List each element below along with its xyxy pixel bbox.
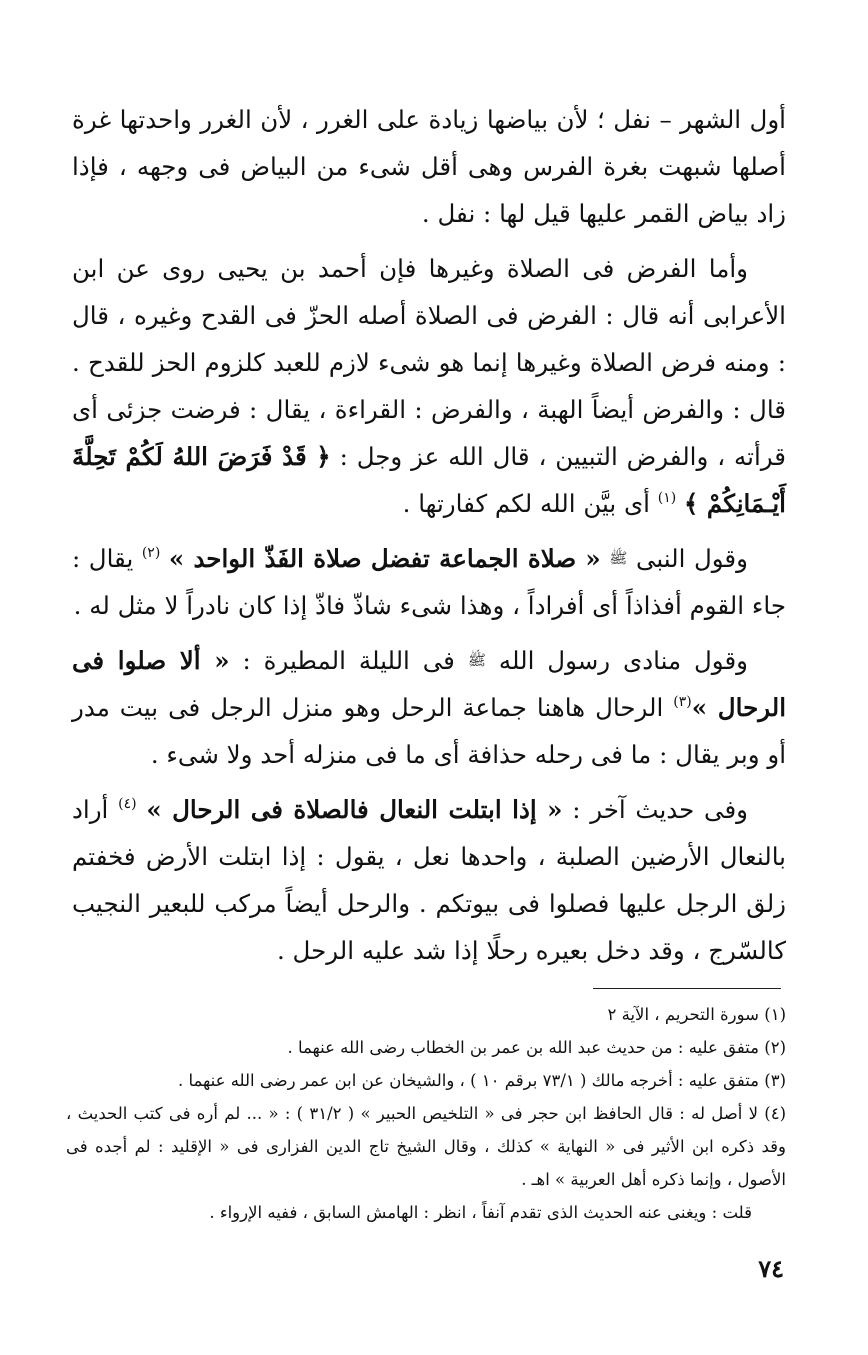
footnote-3: (٣) متفق عليه : أخرجه مالك ( ٧٣/١ برقم ١٠ ) ، والشيخان عن ابن عمر رضى الله عنهما . [177,1071,786,1090]
paragraph-3-end: يقال : جاء القوم أفذاذاً أى أفراداً ، وهذا شىء شاذّ فاذّ إذا كان نادراً لا مثل له . [72,544,786,620]
footnote-ref-2: (٢) [141,545,161,561]
paragraph-5 [72,786,786,974]
main-text [72,96,786,982]
paragraph-2 [72,245,786,527]
salutation-glyph: ﷺ [609,549,628,567]
quran-verse: ﴿ قَدْ فَرَضَ اللهُ لَكُمْ تَحِلَّةَ أَيْـمَانِكُمْ ﴾ [72,442,786,518]
paragraph-3-text: وقول النبى [635,544,748,573]
paragraph-4 [72,637,786,778]
hadith-quote-3: « إذا ابتلت النعال فالصلاة فى الرحال » [146,795,563,824]
footnote-ref-3: (٣) [673,694,692,710]
salutation-glyph: ﷺ [467,651,486,669]
footnote-note: قلت : ويغنى عنه الحديث الذى تقدم آنفاً ، انظر : الهامش السابق ، ففيه الإرواء . [209,1203,752,1222]
footnote-divider [593,988,781,989]
hadith-quote-2: « ألا صلوا فى الرحال » [72,646,786,722]
paragraph-1-text: أول الشهر – نفل ؛ لأن بياضها زيادة على الغرر ، لأن الغرر واحدتها غرة أصلها شبهت بغرة الفرس وهى أقل شىء من البياض فى وجهه ، فإذا زاد بياض القمر عليها قيل لها : نفل . [72,105,786,228]
footnote-4: (٤) لا أصل له : قال الحافظ ابن حجر فى « التلخيص الحبير » ( ٣١/٢ ) : « ... لم أره فى كتب الحديث ، وقد ذكره ابن الأثير فى « النهاية » كذلك ، وقال الشيخ تاج الدين الفزارى فى « الإقليد : لم أجده فى الأصول ، وإنما ذكره أهل العربية » اهـ . [66,1104,786,1189]
footnote-ref-4: (٤) [118,796,137,812]
footnotes [66,998,786,1229]
paragraph-4-end: الرحال هاهنا جماعة الرحل وهو منزل الرجل فى بيت مدر أو وبر يقال : ما فى رحله حذافة أى ما فى منزله أحد ولا شىء . [72,693,786,769]
footnote-1: (١) سورة التحريم ، الآية ٢ [607,1005,786,1024]
paragraph-3 [72,535,786,629]
paragraph-5-end: أراد بالنعال الأرضين الصلبة ، واحدها نعل ، يقول : إذا ابتلت الأرض فخفتم زلق الرجل عليها فصلوا فى بيوتكم . والرحل أيضاً مركب للبعير النجيب كالسّرج ، وقد دخل بعيره رحلًا إذا شد عليه الرحل . [72,795,786,965]
paragraph-4-text: وقول منادى رسول الله [498,646,749,675]
page-number: ٧٤ [758,1254,784,1283]
hadith-quote-1: « صلاة الجماعة تفضل صلاة الفَذّ الواحد » [168,544,601,573]
footnote-ref-1: (١) [657,490,677,506]
paragraph-2-end: أى بيَّن الله لكم كفارتها . [402,489,650,518]
paragraph-1 [72,96,786,237]
paragraph-2-text: وأما الفرض فى الصلاة وغيرها فإن أحمد بن يحيى روى عن ابن الأعرابى أنه قال : الفرض فى الصلاة أصله الحزّ فى القدح وغيره ، قال : ومنه فرض الصلاة وغيرها إنما هو شىء لازم للعبد كلزوم الحز للقدح . قال : والفرض أيضاً الهبة ، والفرض : القراءة ، يقال : فرضت جزئى أى قرأته ، والفرض التبيين ، قال الله عز وجل : [72,254,786,471]
footnote-2: (٢) متفق عليه : من حديث عبد الله بن عمر بن الخطاب رضى الله عنهما . [287,1038,786,1057]
paragraph-4-mid: فى الليلة المطيرة : [242,646,455,675]
paragraph-5-text: وفى حديث آخر : [572,795,749,824]
